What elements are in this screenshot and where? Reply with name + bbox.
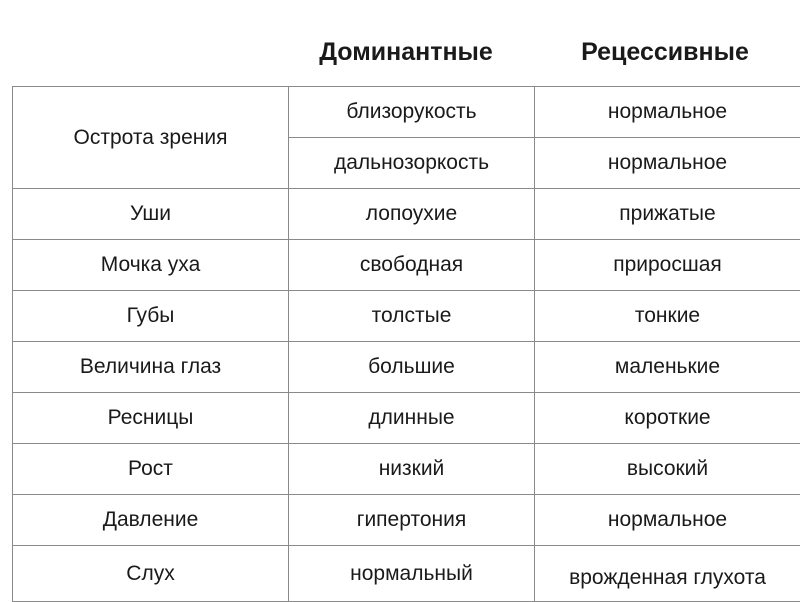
trait-cell: Губы [13, 291, 289, 341]
trait-cell: Уши [13, 189, 289, 239]
dominant-cell: длинные [289, 393, 535, 443]
dominant-cell: низкий [289, 444, 535, 494]
table-header [0, 32, 800, 72]
recessive-cell: высокий [535, 444, 800, 494]
table-row [13, 444, 800, 495]
trait-cell: Мочка уха [13, 240, 289, 290]
dominant-cell: дальнозоркость [289, 138, 535, 188]
dominant-cell: большие [289, 342, 535, 392]
table-row [13, 240, 800, 291]
table-subrow [289, 138, 800, 188]
column-title-recessive: Рецессивные [581, 38, 749, 66]
recessive-cell: нормальное [535, 87, 800, 137]
dominant-cell: свободная [289, 240, 535, 290]
recessive-cell: приросшая [535, 240, 800, 290]
table-row [13, 546, 800, 602]
table-row [13, 495, 800, 546]
recessive-cell: тонкие [535, 291, 800, 341]
recessive-cell: врожденная глухота [535, 546, 800, 601]
trait-cell: Слух [13, 546, 289, 601]
recessive-cell: короткие [535, 393, 800, 443]
traits-table [12, 86, 800, 602]
table-row-group [13, 87, 800, 189]
table-row [13, 291, 800, 342]
trait-cell: Величина глаз [13, 342, 289, 392]
column-title-dominant: Доминантные [319, 38, 493, 66]
dominant-cell: нормальный [289, 546, 535, 601]
table-row [13, 393, 800, 444]
dominant-cell: близорукость [289, 87, 535, 137]
trait-cell: Ресницы [13, 393, 289, 443]
trait-cell: Острота зрения [13, 87, 289, 188]
trait-cell: Рост [13, 444, 289, 494]
table-row [13, 342, 800, 393]
subrows [289, 87, 800, 188]
recessive-cell: нормальное [535, 495, 800, 545]
dominant-cell: гипертония [289, 495, 535, 545]
table-subrow [289, 87, 800, 138]
table-row [13, 189, 800, 240]
dominant-cell: толстые [289, 291, 535, 341]
recessive-cell: нормальное [535, 138, 800, 188]
dominant-cell: лопоухие [289, 189, 535, 239]
trait-cell: Давление [13, 495, 289, 545]
recessive-cell: прижатые [535, 189, 800, 239]
recessive-cell: маленькие [535, 342, 800, 392]
